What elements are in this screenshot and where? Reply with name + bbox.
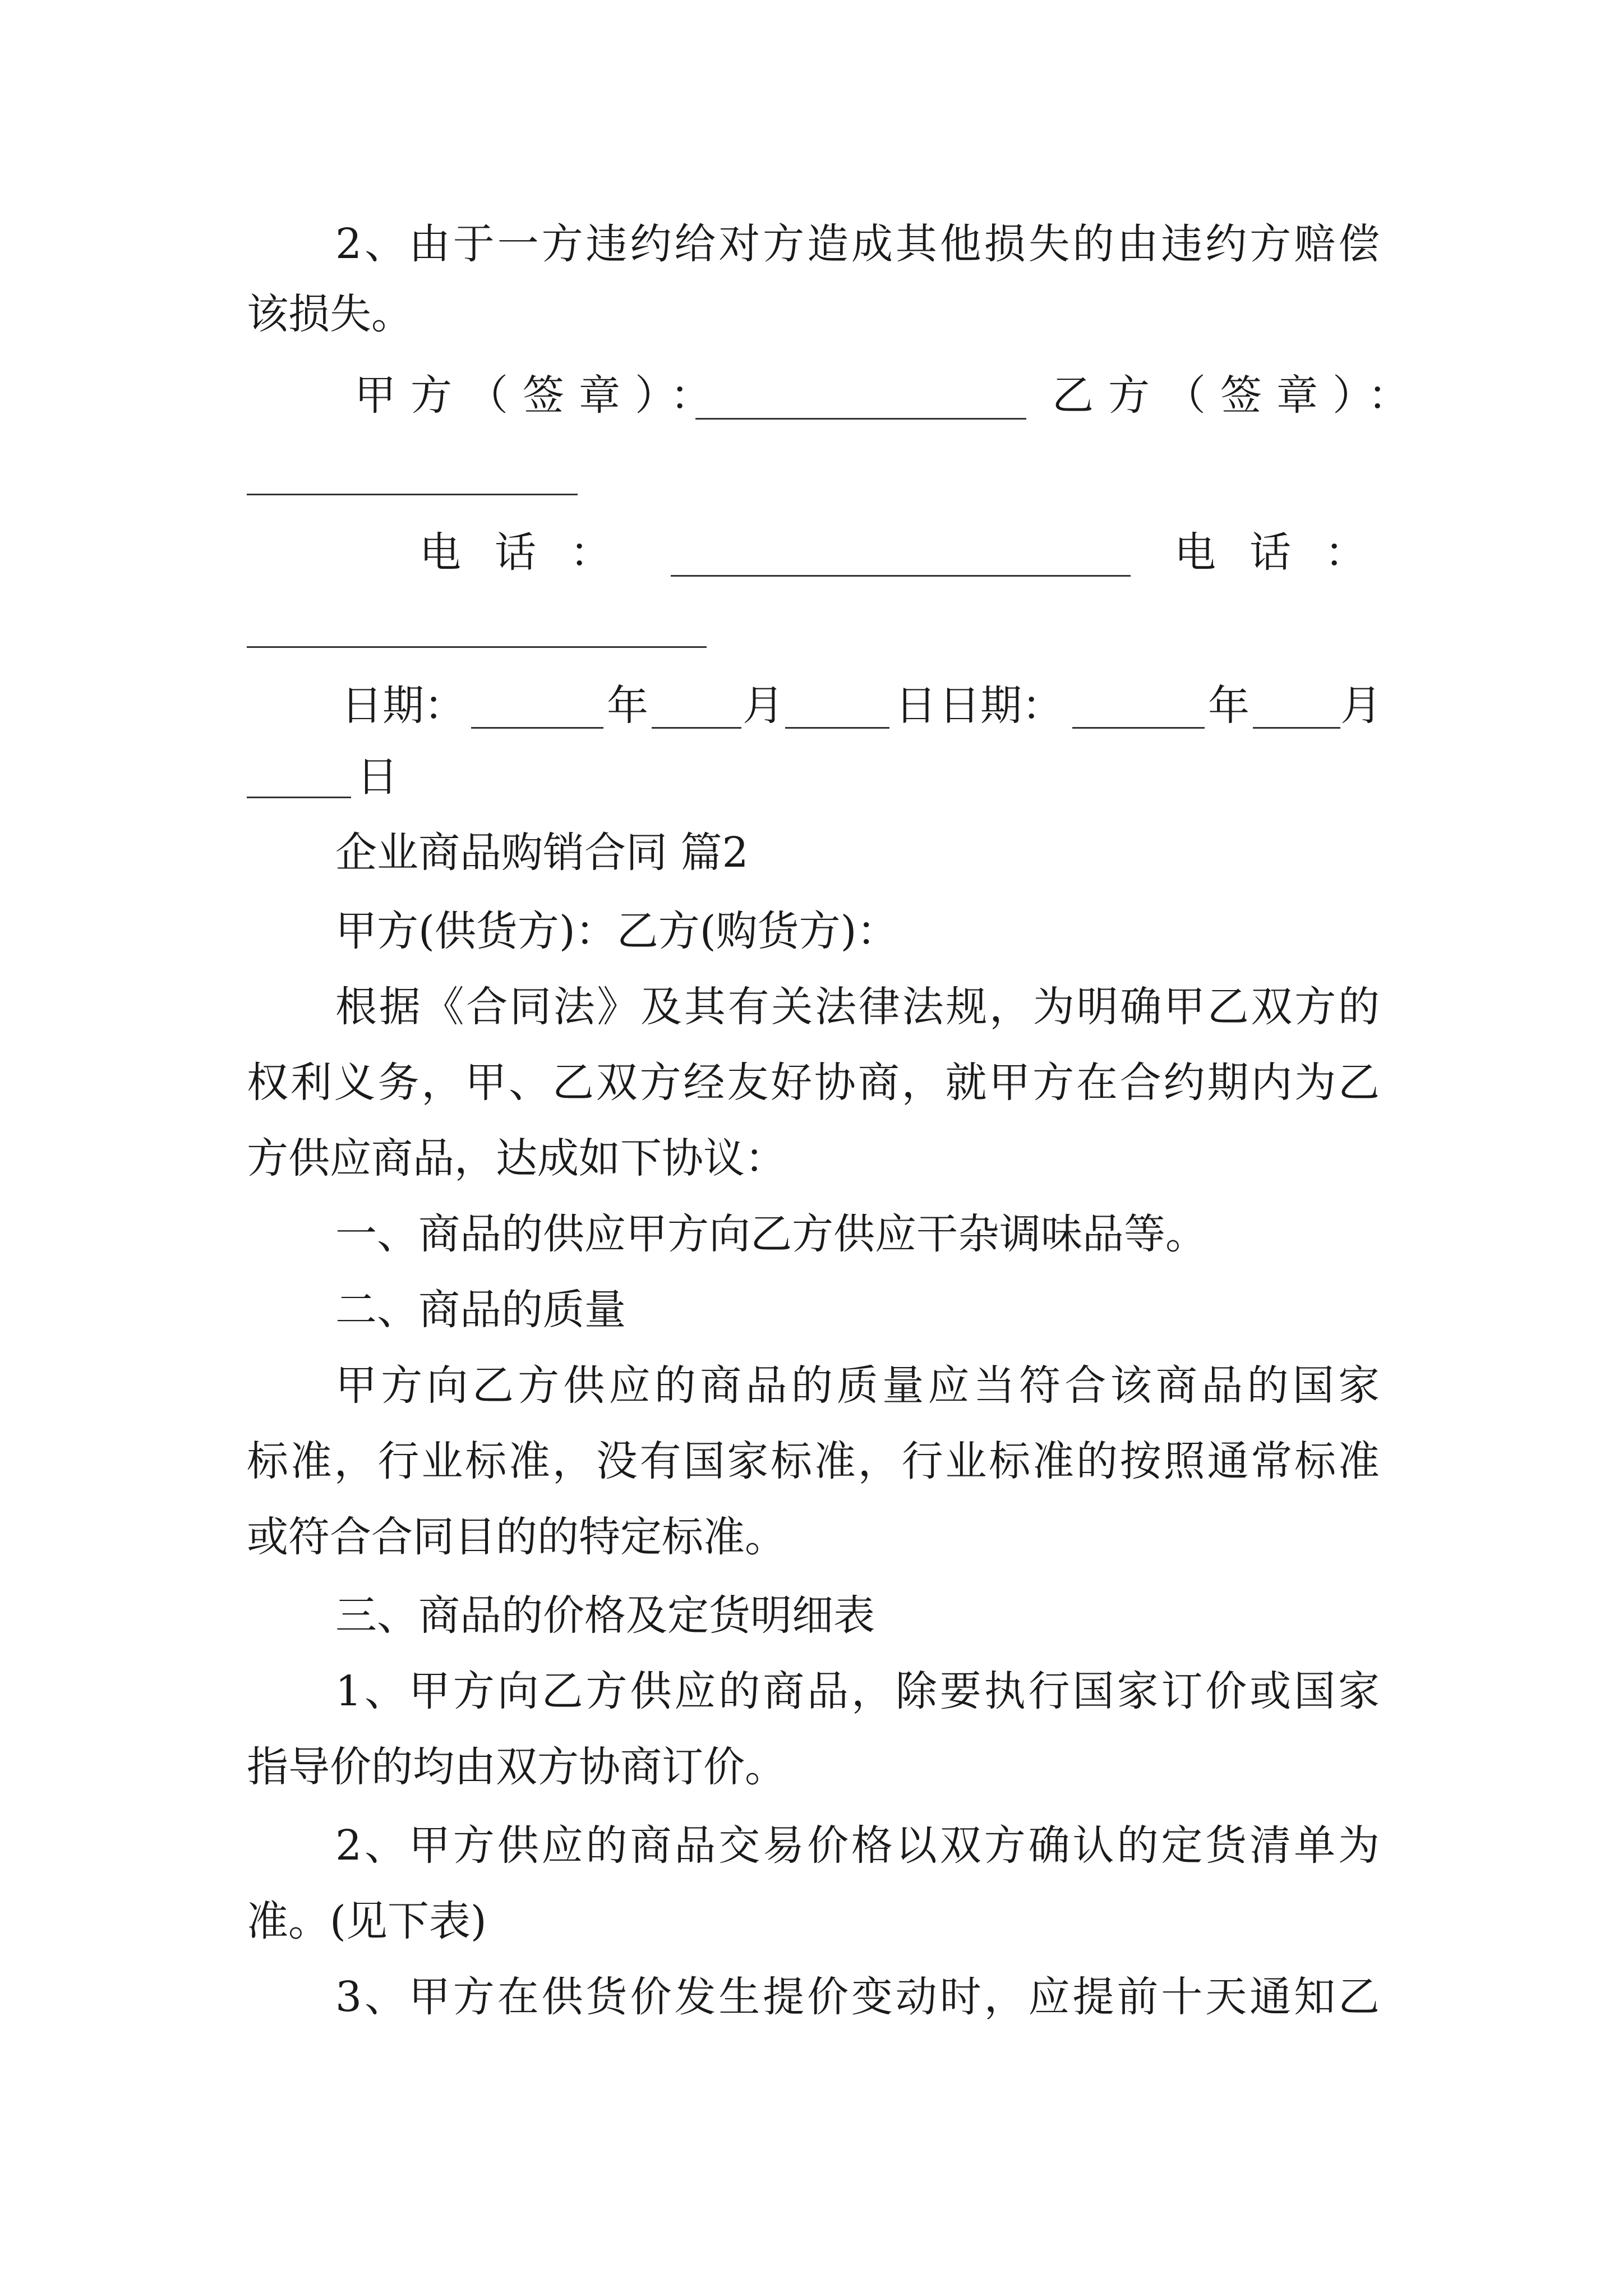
article-2-heading: 二、商品的质量 <box>335 1286 626 1334</box>
party-a-phone-blank <box>671 575 1131 577</box>
price-clause-1-line-1: 1、甲方向乙方供应的商品，除要执行国家订价或国家 <box>335 1667 1380 1715</box>
article-1: 一、商品的供应甲方向乙方供应干杂调味品等。 <box>335 1210 1207 1258</box>
price-clause-1-line-2: 指导价的均由双方协商订价。 <box>247 1743 786 1791</box>
party-a-month-label: 月 <box>743 682 784 730</box>
party-a-year-blank <box>471 727 603 729</box>
party-a-phone-label: 电话： <box>419 528 645 577</box>
quality-line-2: 标准，行业标准，没有国家标准，行业标准的按照通常标准 <box>247 1437 1380 1485</box>
parties-line: 甲方(供货方)：乙方(购货方)： <box>335 907 898 955</box>
party-b-year-label: 年 <box>1208 682 1249 730</box>
preamble-line-1: 根据《合同法》及其有关法律法规，为明确甲乙双方的 <box>335 983 1380 1031</box>
quality-line-3: 或符合合同目的的特定标准。 <box>247 1513 786 1561</box>
party-b-day-label: 日 <box>357 753 398 801</box>
party-b-month-blank <box>1253 727 1340 729</box>
party-a-date-label: 日期： <box>341 682 465 730</box>
price-clause-2-line-1: 2、甲方供应的商品交易价格以双方确认的定货清单为 <box>335 1821 1380 1870</box>
party-a-month-blank <box>652 727 741 729</box>
party-b-sign-label: 乙方（签章）： <box>1052 371 1424 420</box>
party-b-phone-label: 电话： <box>1174 528 1400 577</box>
price-clause-2-line-2: 准。(见下表) <box>247 1897 487 1945</box>
party-a-sign-blank <box>695 418 1026 420</box>
party-b-sign-blank <box>247 494 578 495</box>
party-a-sign-label: 甲方（签章）： <box>354 371 726 420</box>
quality-line-1: 甲方向乙方供应的商品的质量应当符合该商品的国家 <box>335 1361 1380 1410</box>
party-b-date-label: 日期： <box>939 682 1063 730</box>
party-b-phone-blank <box>247 646 707 648</box>
party-b-month-label: 月 <box>1340 682 1382 730</box>
price-clause-3-line-1: 3、甲方在供货价发生提价变动时，应提前十天通知乙 <box>335 1973 1380 2021</box>
clause-2-line-1: 2、由于一方违约给对方造成其他损失的由违约方赔偿 <box>335 220 1380 268</box>
party-b-year-blank <box>1072 727 1205 729</box>
preamble-line-2: 权利义务，甲、乙双方经友好协商，就甲方在合约期内为乙 <box>247 1059 1380 1107</box>
article-3-heading: 三、商品的价格及定货明细表 <box>335 1591 875 1640</box>
party-a-day-label: 日 <box>895 682 937 730</box>
preamble-line-3: 方供应商品，达成如下协议： <box>247 1134 786 1182</box>
party-a-day-blank <box>785 727 889 729</box>
clause-2-line-2: 该损失。 <box>247 290 413 338</box>
section-title: 企业商品购销合同 篇2 <box>335 829 749 877</box>
party-a-year-label: 年 <box>607 682 648 730</box>
party-b-day-blank <box>247 797 351 798</box>
